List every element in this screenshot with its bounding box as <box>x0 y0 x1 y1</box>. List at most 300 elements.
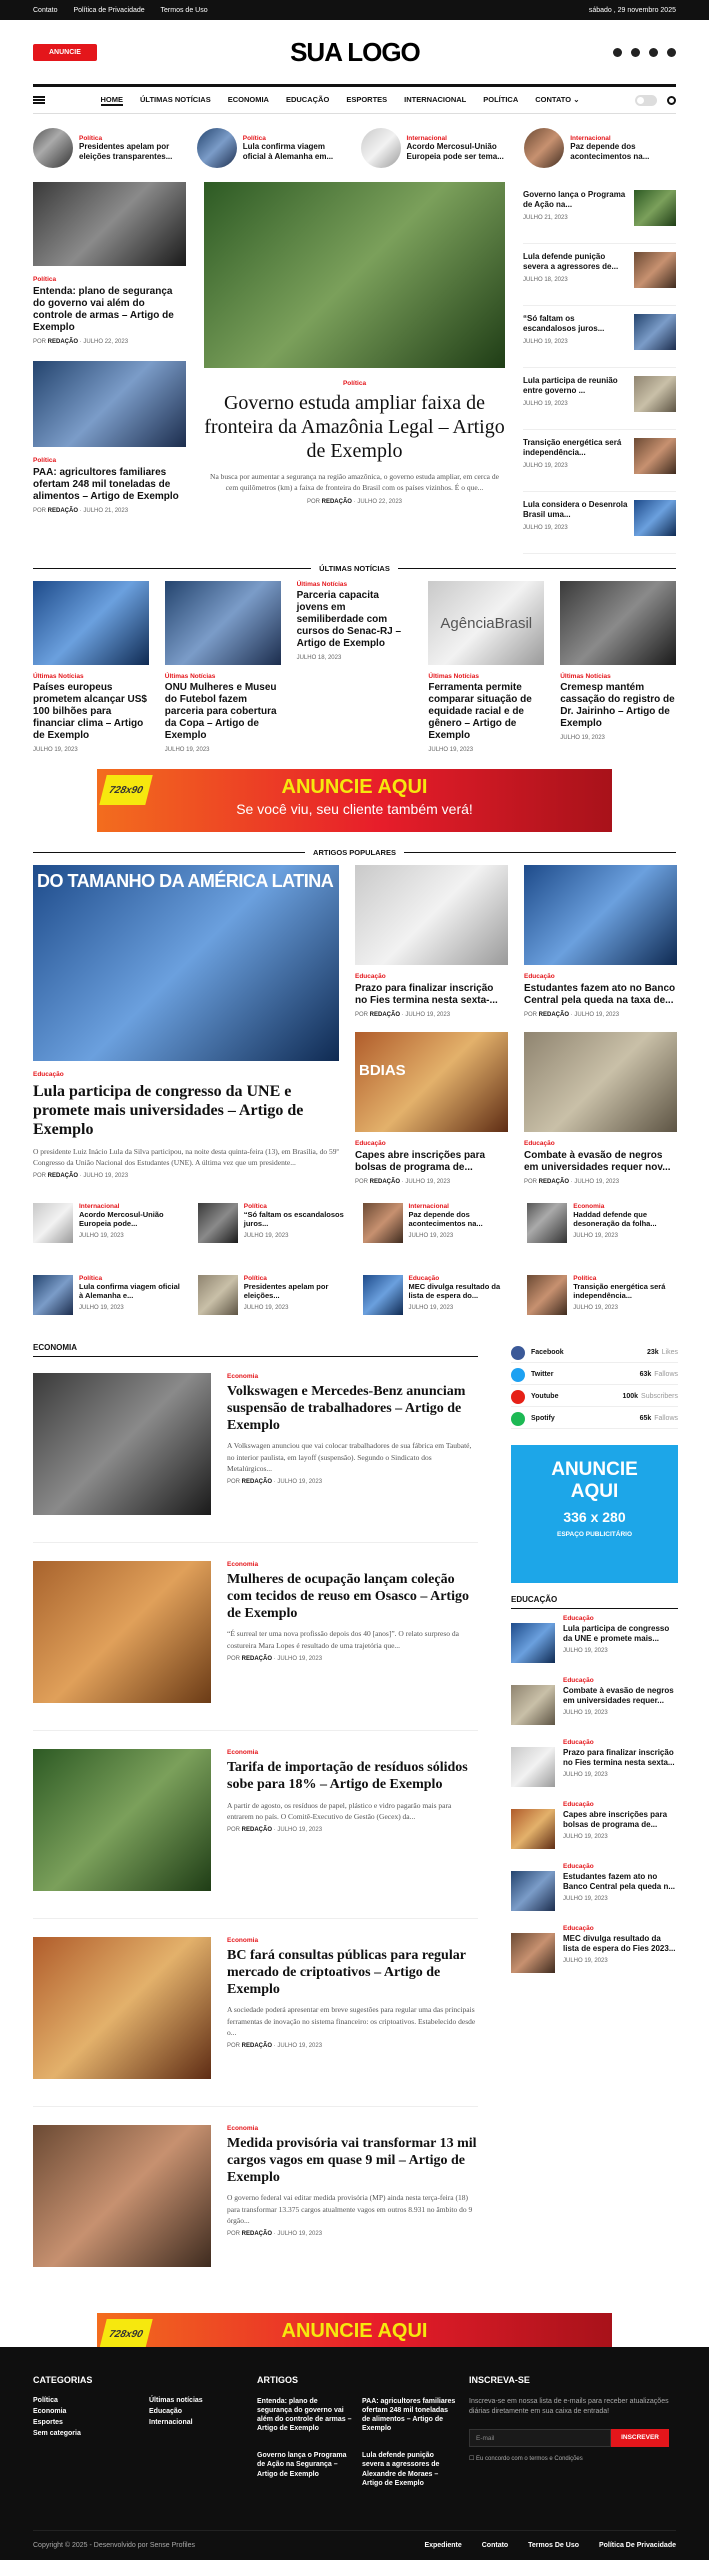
article-category[interactable]: Educação <box>355 1140 386 1147</box>
article-summary: “É surreal ter uma nova profissão depois dos 40 [anos]”. O relato surpreso da costureira Mara Lopes é resultado de uma trajetória que... <box>227 1629 460 1650</box>
article-author[interactable]: REDAÇÃO <box>47 508 79 514</box>
article-date: JULHO 19, 2023 <box>277 2043 323 2050</box>
article-category[interactable]: Educação <box>33 1071 64 1078</box>
ad-banner-728x90[interactable] <box>97 769 612 832</box>
email-field[interactable]: E-mail <box>469 2429 611 2447</box>
site-logo[interactable]: SUA LOGO <box>290 36 420 67</box>
popular-grid <box>0 865 709 1185</box>
list-item[interactable] <box>198 1275 347 1321</box>
list-item[interactable] <box>527 1203 676 1249</box>
footer-heading: CATEGORIAS <box>33 2375 93 2385</box>
list-item-title[interactable]: MEC divulga resultado da lista de espera do Fies 2023... <box>563 1934 676 1953</box>
list-item[interactable] <box>33 1275 182 1321</box>
list-item-title[interactable]: Governo lança o Programa de Ação na... <box>523 190 626 209</box>
article-category[interactable]: Política <box>33 276 57 283</box>
article-category[interactable]: Últimas Notícias <box>428 673 479 680</box>
social-counter-spotify[interactable] <box>511 1409 678 1429</box>
ad-box-336x280[interactable] <box>511 1445 678 1583</box>
list-item-thumb <box>363 1203 403 1243</box>
list-item[interactable] <box>523 430 676 492</box>
nav-economy[interactable]: ECONOMIA <box>227 94 269 104</box>
featured-image[interactable] <box>204 182 505 368</box>
topbar-link-terms[interactable]: Termos de Uso <box>160 6 208 14</box>
article-author[interactable]: REDAÇÃO <box>241 1827 273 1834</box>
footer-cat-link[interactable]: Política <box>33 2397 58 2404</box>
youtube-icon <box>511 1390 525 1404</box>
article-title[interactable]: Combate à evasão de negros em universidades requer nov... <box>524 1150 671 1173</box>
list-item-title[interactable]: Combate à evasão de negros em universidades requer... <box>563 1686 674 1705</box>
list-item[interactable] <box>511 1801 678 1857</box>
article-title[interactable]: Mulheres de ocupação lançam coleção com tecidos de reuso em Osasco – Artigo de Exemplo <box>227 1572 469 1621</box>
list-item-cat[interactable]: Educação <box>563 1739 594 1746</box>
popular-col <box>524 865 677 1185</box>
list-item-title[interactable]: MEC divulga resultado da lista de espera do... <box>408 1282 501 1300</box>
list-item-date: JULHO 19, 2023 <box>563 1710 608 1717</box>
list-item[interactable] <box>33 1203 182 1249</box>
article-title[interactable]: PAA: agricultores familiares ofertam 248 mil toneladas de alimentos – Artigo de Exemplo <box>33 467 179 502</box>
footer-cat-link[interactable]: Internacional <box>149 2419 193 2426</box>
list-item-cat[interactable]: Educação <box>563 1801 594 1808</box>
social-unit: Fallows <box>654 1415 678 1422</box>
article-category[interactable]: Economia <box>227 1373 259 1380</box>
article-category[interactable]: Economia <box>227 1561 259 1568</box>
top-bar <box>0 0 709 20</box>
list-item-cat[interactable]: Política <box>243 1275 267 1282</box>
divider <box>33 568 311 569</box>
list-item-cat[interactable]: Educação <box>563 1863 594 1870</box>
list-item-title[interactable]: Lula participa de reunião entre governo ... <box>523 376 618 395</box>
ticker-thumb <box>524 128 564 168</box>
latest-item[interactable] <box>428 581 544 753</box>
article-author[interactable]: REDAÇÃO <box>369 1179 401 1185</box>
article-image[interactable] <box>33 1749 211 1891</box>
article-title[interactable]: Tarifa de importação de resíduos sólidos sobe para 18% – Artigo de Exemplo <box>227 1760 468 1792</box>
article-category[interactable]: Últimas Notícias <box>560 673 611 680</box>
ad-line: ANUNCIE <box>551 1459 638 1480</box>
article-image[interactable] <box>524 865 677 965</box>
list-item-date: JULHO 19, 2023 <box>573 1305 618 1311</box>
list-item-date: JULHO 19, 2023 <box>79 1305 124 1311</box>
popular-main <box>33 865 339 1185</box>
dark-mode-toggle[interactable] <box>635 95 657 106</box>
list-item-title[interactable]: Lula participa de congresso da UNE e promete mais... <box>563 1624 670 1643</box>
article-category[interactable]: Educação <box>524 973 555 980</box>
ad-subline: Se você viu, seu cliente também verá! <box>236 801 473 817</box>
list-item-thumb <box>634 500 676 536</box>
list-item[interactable] <box>511 1677 678 1733</box>
sidebar-heading: EDUCAÇÃO <box>511 1595 678 1609</box>
chevron-down-icon: ⌄ <box>573 94 580 104</box>
list-item-title[interactable]: Presidentes apelam por eleições... <box>243 1282 329 1300</box>
list-item-cat[interactable]: Política <box>243 1203 267 1210</box>
nav-politics[interactable]: POLÍTICA <box>483 94 519 104</box>
latest-item[interactable] <box>165 581 281 753</box>
article-date: JULHO 18, 2023 <box>296 655 342 661</box>
article-title[interactable]: Ferramenta permite comparar situação de equidade racial e de gênero – Artigo de Exemplo <box>428 682 532 741</box>
article-image[interactable] <box>33 1937 211 2079</box>
consent-checkbox[interactable]: ☐ Eu concordo com o termos e Condições <box>469 2455 583 2462</box>
ticker-thumb <box>33 128 73 168</box>
list-item-cat[interactable]: Política <box>573 1275 597 1282</box>
list-item[interactable] <box>511 1863 678 1919</box>
article-meta: POR REDAÇÃO · JULHO 19, 2023 <box>524 1179 620 1185</box>
list-item-thumb <box>527 1203 567 1243</box>
article-date: JULHO 19, 2023 <box>83 1173 129 1180</box>
article-meta: POR REDAÇÃO · JULHO 19, 2023 <box>33 1173 129 1180</box>
main-nav <box>33 84 676 114</box>
article-date: JULHO 19, 2023 <box>428 747 474 753</box>
topbar-link-privacy[interactable]: Política de Privacidade <box>73 6 145 14</box>
list-item-title[interactable]: Paz depende dos acontecimentos na... <box>408 1210 483 1228</box>
list-item[interactable] <box>523 368 676 430</box>
article-title[interactable]: Entenda: plano de segurança do governo vai além do controle de armas – Artigo de Exemplo <box>33 286 174 333</box>
article-image[interactable] <box>355 865 508 965</box>
list-item-title[interactable]: Prazo para finalizar inscrição no Fies termina nesta sexta... <box>563 1748 675 1767</box>
article-category[interactable]: Educação <box>355 973 386 980</box>
featured-date: JULHO 22, 2023 <box>357 498 403 505</box>
article-meta: POR REDAÇÃO · JULHO 19, 2023 <box>227 1827 323 1834</box>
list-item[interactable] <box>527 1275 676 1321</box>
social-unit: Likes <box>661 1349 678 1356</box>
brand-row <box>0 20 709 84</box>
economy-article[interactable] <box>33 1749 478 1919</box>
article-category[interactable]: Economia <box>227 1937 259 1944</box>
list-item-date: JULHO 19, 2023 <box>523 525 568 531</box>
article-meta: POR REDAÇÃO · JULHO 19, 2023 <box>355 1012 451 1018</box>
image-text: BDIAS <box>359 1062 406 1079</box>
list-item[interactable] <box>198 1203 347 1249</box>
list-item-cat[interactable]: Política <box>79 1275 103 1282</box>
social-name: Youtube <box>531 1393 559 1400</box>
list-item[interactable] <box>523 182 676 244</box>
featured-author[interactable]: REDAÇÃO <box>321 498 352 505</box>
ticker-item[interactable] <box>33 128 185 168</box>
ad-line: AQUI <box>570 1480 619 1502</box>
list-item[interactable] <box>511 1615 678 1671</box>
list-item-title[interactable]: Transição energética será independência... <box>573 1282 666 1300</box>
footer-article-link[interactable]: PAA: agricultores familiares ofertam 248 mil toneladas de alimentos – Artigo de Exemplo <box>362 2398 456 2433</box>
footer-cat-link[interactable]: Esportes <box>33 2419 63 2426</box>
list-item-title[interactable]: Capes abre inscrições para bolsas de programa de... <box>563 1810 668 1829</box>
social-count: 23k <box>646 1349 659 1356</box>
search-icon[interactable] <box>667 96 676 105</box>
social-counter-youtube[interactable] <box>511 1387 678 1407</box>
economy-article[interactable] <box>33 2125 478 2295</box>
nav-home[interactable]: HOME <box>100 94 124 104</box>
article-date: JULHO 19, 2023 <box>277 1655 323 1662</box>
ticker-item[interactable] <box>524 128 676 168</box>
article-summary: A partir de agosto, os resíduos de papel, plástico e vidro pagarão mais para entrarem no país. O Comitê-Executivo de Gestão (Gecex) da... <box>227 1800 452 1821</box>
article-date: JULHO 19, 2023 <box>560 735 605 741</box>
nav-sports[interactable]: ESPORTES <box>346 94 388 104</box>
featured-category[interactable]: Política <box>342 380 367 387</box>
subscribe-button[interactable]: INSCREVER <box>611 2429 669 2447</box>
social-counter-facebook[interactable] <box>511 1343 678 1363</box>
article-date: JULHO 19, 2023 <box>574 1012 620 1018</box>
social-unit: Fallows <box>654 1371 678 1378</box>
article-image[interactable] <box>33 2125 211 2267</box>
article-title[interactable]: ONU Mulheres e Museu do Futebol fazem parceria para cobertura da Copa – Artigo de Exemplo <box>164 682 277 741</box>
ticker-cat: Internacional <box>406 134 447 142</box>
footer-link[interactable]: Termos De Uso <box>528 2542 579 2549</box>
article-date: JULHO 19, 2023 <box>277 1827 323 1834</box>
article-meta: POR REDAÇÃO · JULHO 19, 2023 <box>227 1655 323 1662</box>
divider <box>398 568 676 569</box>
list-item-cat[interactable]: Educação <box>563 1615 594 1622</box>
article-category[interactable]: Últimas Notícias <box>33 673 84 680</box>
social-name: Spotify <box>531 1415 555 1422</box>
section-title: ECONOMIA <box>33 1343 478 1357</box>
list-item-date: JULHO 18, 2023 <box>523 277 568 283</box>
latest-item[interactable] <box>33 581 149 753</box>
list-item-thumb <box>511 1809 555 1849</box>
social-name: Facebook <box>531 1349 564 1356</box>
ad-headline: ANUNCIE AQUI <box>281 2320 428 2342</box>
latest-item[interactable] <box>560 581 676 753</box>
latest-item[interactable] <box>297 581 413 753</box>
hero-left-column <box>33 182 186 554</box>
article-meta: POR REDAÇÃO · JULHO 21, 2023 <box>33 508 129 514</box>
article-date: JULHO 19, 2023 <box>277 2231 323 2238</box>
list-item-date: JULHO 19, 2023 <box>408 1233 454 1239</box>
nav-latest[interactable]: ÚLTIMAS NOTÍCIAS <box>140 94 211 104</box>
article-author[interactable]: REDAÇÃO <box>241 2231 273 2238</box>
section-title: ARTIGOS POPULARES <box>313 848 396 857</box>
article-meta: POR REDAÇÃO · JULHO 19, 2023 <box>227 2231 323 2238</box>
article-author[interactable]: REDAÇÃO <box>47 339 79 345</box>
list-item-date: JULHO 19, 2023 <box>408 1305 454 1311</box>
copyright: Copyright © 2025 - Desenvolvido por Sense Profiles <box>33 2542 195 2549</box>
article-author[interactable]: REDAÇÃO <box>47 1173 79 1180</box>
article-summary: A Volkswagen anunciou que vai colocar trabalhadores de sua fábrica em Taubaté, no interior paulista, em layoff (suspensão). Segundo o Sindicato dos Metalúrgicos... <box>227 1441 472 1473</box>
article-title[interactable]: Medida provisória vai transformar 13 mil cargos vagos em quase 9 mil – Artigo de Exemplo <box>227 2136 477 2185</box>
social-name: Twitter <box>531 1371 554 1378</box>
social-links <box>613 48 676 57</box>
ticker-thumb <box>197 128 237 168</box>
ad-headline: ANUNCIE AQUI <box>281 776 428 798</box>
list-item-title[interactable]: Transição energética será independência... <box>523 438 622 457</box>
article-title[interactable]: Prazo para finalizar inscrição no Fies termina nesta sexta-... <box>355 983 498 1006</box>
article-date: JULHO 21, 2023 <box>83 508 129 514</box>
list-item-title[interactable]: Estudantes fazem ato no Banco Central pela queda n... <box>563 1872 676 1891</box>
site-footer <box>0 2347 709 2560</box>
mini-list <box>0 1203 709 1331</box>
list-item-thumb <box>33 1203 73 1243</box>
nav-international[interactable]: INTERNACIONAL <box>404 94 467 104</box>
article-author[interactable]: REDAÇÃO <box>538 1179 570 1185</box>
article-image[interactable] <box>33 361 186 447</box>
footer-cat-link[interactable]: Economia <box>33 2408 67 2415</box>
article-summary: A sociedade poderá apresentar em breve sugestões para regular uma das principais ferramentas de inovação no sistema financeiro: os criptoativos. Estabelecido desde o... <box>227 2005 476 2037</box>
footer-cat-link[interactable]: Educação <box>149 2408 183 2415</box>
article-author[interactable]: REDAÇÃO <box>241 2043 273 2050</box>
list-item-title[interactable]: Lula confirma viagem oficial à Alemanha e... <box>79 1282 180 1300</box>
article-title[interactable]: Cremesp mantém cassação do registro de Dr. Jairinho – Artigo de Exemplo <box>560 682 675 729</box>
economy-article[interactable] <box>33 1937 478 2107</box>
list-item-date: JULHO 19, 2023 <box>573 1233 618 1239</box>
list-item-thumb <box>363 1275 403 1315</box>
list-item-title[interactable]: Lula considera o Desenrola Brasil uma... <box>523 500 628 519</box>
list-item-title[interactable]: “Só faltam os escandalosos juros... <box>523 314 605 333</box>
article-image[interactable] <box>165 581 281 665</box>
footer-article-link[interactable]: Lula defende punição severa a agressores de Alexandre de Moraes – Artigo de Exemplo <box>362 2452 440 2487</box>
list-item-cat[interactable]: Educação <box>563 1677 594 1684</box>
topbar-link-contact[interactable]: Contato <box>33 6 58 14</box>
article-title[interactable]: Estudantes fazem ato no Banco Central pela queda na taxa de... <box>524 983 676 1006</box>
featured-title[interactable]: Governo estuda ampliar faixa de fronteira da Amazônia Legal – Artigo de Exemplo <box>204 392 505 462</box>
ticker-title[interactable]: Presidentes apelam por eleições transparentes... <box>79 141 173 161</box>
agencia-brasil-logo-image[interactable]: AgênciaBrasil <box>428 581 544 665</box>
article-category[interactable]: Economia <box>227 2125 259 2132</box>
footer-article-link[interactable]: Entenda: plano de segurança do governo vai além do controle de armas – Artigo de Exemplo <box>257 2398 352 2433</box>
article-image[interactable] <box>33 581 149 665</box>
economy-article[interactable] <box>33 1373 478 1543</box>
list-item-title[interactable]: Acordo Mercosul-União Europeia pode... <box>79 1210 164 1228</box>
menu-icon[interactable] <box>33 96 45 104</box>
footer-article-link[interactable]: Governo lança o Programa de Ação na Segurança – Artigo de Exemplo <box>257 2452 347 2478</box>
list-item[interactable] <box>523 492 676 554</box>
list-item-date: JULHO 19, 2023 <box>563 1958 608 1965</box>
article-date: JULHO 19, 2023 <box>405 1012 451 1018</box>
article-author[interactable]: REDAÇÃO <box>241 1655 273 1662</box>
footer-categories <box>33 2375 245 2496</box>
article-image[interactable] <box>33 1561 211 1703</box>
list-item-date: JULHO 19, 2023 <box>563 1772 608 1779</box>
article-title[interactable]: Volkswagen e Mercedes-Benz anunciam suspensão de trabalhadores – Artigo de Exemplo <box>227 1384 466 1433</box>
list-item-thumb <box>511 1623 555 1663</box>
list-item-date: JULHO 21, 2023 <box>523 215 568 221</box>
hero-right-list <box>523 182 676 554</box>
list-item-thumb <box>511 1685 555 1725</box>
instagram-icon[interactable] <box>649 48 658 57</box>
article-date: JULHO 19, 2023 <box>405 1179 451 1185</box>
article-category[interactable]: Últimas Notícias <box>296 581 348 588</box>
nav-contact[interactable] <box>535 95 579 106</box>
list-item-date: JULHO 19, 2023 <box>523 401 568 407</box>
ad-caption: ESPAÇO PUBLICITÁRIO <box>557 1530 632 1538</box>
article-date: JULHO 19, 2023 <box>574 1179 620 1185</box>
footer-link[interactable]: Política De Privacidade <box>598 2542 676 2549</box>
list-item-thumb <box>634 190 676 226</box>
article-title[interactable]: Países europeus prometem alcançar US$ 100 bilhões para financiar clima – Artigo de Exemplo <box>33 682 147 741</box>
ticker-item[interactable] <box>361 128 513 168</box>
hero-section <box>0 182 709 554</box>
featured-meta: POR REDAÇÃO · JULHO 22, 2023 <box>306 498 403 505</box>
social-count: 63k <box>639 1371 652 1378</box>
ticker-title[interactable]: Paz depende dos acontecimentos na... <box>570 141 650 161</box>
list-item-thumb <box>198 1275 238 1315</box>
list-item-thumb <box>527 1275 567 1315</box>
economy-article[interactable] <box>33 1561 478 1731</box>
list-item[interactable] <box>511 1925 678 1981</box>
hero-main <box>204 182 505 554</box>
list-item-thumb <box>33 1275 73 1315</box>
article-date: JULHO 19, 2023 <box>33 747 78 753</box>
list-item-title[interactable]: “Só faltam os escandalosos juros... <box>243 1210 344 1228</box>
featured-image[interactable] <box>33 865 339 1061</box>
article-image[interactable] <box>33 182 186 266</box>
list-item-thumb <box>198 1203 238 1243</box>
article-category[interactable]: Economia <box>227 1749 259 1756</box>
ticker-title[interactable]: Acordo Mercosul-União Europeia pode ser tema... <box>406 141 504 161</box>
list-item-cat[interactable]: Internacional <box>408 1203 449 1210</box>
social-counter-twitter[interactable] <box>511 1365 678 1385</box>
article-title[interactable]: Parceria capacita jovens em semiliberdade com cursos do Senac-RJ – Artigo de Exemplo <box>296 590 402 649</box>
nav-contact-label: CONTATO <box>535 94 572 104</box>
list-item-date: JULHO 19, 2023 <box>563 1834 608 1841</box>
list-item-thumb <box>511 1871 555 1911</box>
list-item-date: JULHO 19, 2023 <box>243 1233 289 1239</box>
pinterest-icon[interactable] <box>667 48 676 57</box>
article-author[interactable]: REDAÇÃO <box>538 1012 570 1018</box>
ticker-item[interactable] <box>197 128 349 168</box>
article-image[interactable] <box>560 581 676 665</box>
footer-newsletter <box>469 2375 669 2496</box>
footer-link[interactable]: Contato <box>481 2542 509 2549</box>
footer-heading: ARTIGOS <box>257 2375 299 2385</box>
facebook-icon[interactable] <box>613 48 622 57</box>
list-item-date: JULHO 19, 2023 <box>523 463 568 469</box>
article-category[interactable]: Educação <box>524 1140 555 1147</box>
list-item-date: JULHO 19, 2023 <box>243 1305 289 1311</box>
popular-col <box>355 865 508 1185</box>
article-title[interactable]: BC fará consultas públicas para regular mercado de criptoativos – Artigo de Exemplo <box>227 1948 466 1997</box>
list-item-thumb <box>634 376 676 412</box>
social-unit: Subscribers <box>641 1393 678 1400</box>
list-item[interactable] <box>363 1275 512 1321</box>
article-author[interactable]: REDAÇÃO <box>241 1479 273 1486</box>
article-category[interactable]: Política <box>33 457 57 464</box>
featured-summary: Na busca por aumentar a segurança na região amazônica, o governo estuda ampliar, em cerca de cem quilômetros (km) a faixa de fronteira do Brasil com os países vizinhos. É o que... <box>210 472 499 493</box>
list-item-thumb <box>511 1933 555 1973</box>
list-item-title[interactable]: Lula defende punição severa a agressores de... <box>523 252 619 271</box>
footer-cat-link[interactable]: Sem categoria <box>33 2430 81 2437</box>
ticker-cat: Política <box>242 134 266 142</box>
list-item[interactable] <box>511 1739 678 1795</box>
list-item-thumb <box>634 314 676 350</box>
article-title[interactable]: Lula participa de congresso da UNE e promete mais universidades – Artigo de Exemplo <box>33 1083 304 1139</box>
list-item-cat[interactable]: Economia <box>573 1203 605 1210</box>
list-item-cat[interactable]: Internacional <box>79 1203 120 1210</box>
article-author[interactable]: REDAÇÃO <box>369 1012 401 1018</box>
footer-cat-link[interactable]: Últimas notícias <box>149 2397 203 2404</box>
ticker <box>0 122 709 174</box>
footer-link[interactable]: Expediente <box>424 2542 462 2549</box>
list-item[interactable] <box>523 244 676 306</box>
footer-articles <box>257 2375 457 2496</box>
list-item[interactable] <box>363 1203 512 1249</box>
list-item-thumb <box>634 438 676 474</box>
article-category[interactable]: Últimas Notícias <box>164 673 216 680</box>
article-image[interactable] <box>33 1373 211 1515</box>
list-item-title[interactable]: Haddad defende que desoneração da folha... <box>573 1210 657 1228</box>
list-item-cat[interactable]: Educação <box>408 1275 440 1282</box>
divider <box>33 852 305 853</box>
social-count: 65k <box>639 1415 652 1422</box>
article-meta: POR REDAÇÃO · JULHO 19, 2023 <box>227 1479 323 1486</box>
list-item-cat[interactable]: Educação <box>563 1925 594 1932</box>
ticker-title[interactable]: Lula confirma viagem oficial à Alemanha em... <box>242 141 334 161</box>
list-item[interactable] <box>523 306 676 368</box>
nav-education[interactable]: EDUCAÇÃO <box>285 94 330 104</box>
advertise-button[interactable]: ANUNCIE <box>33 44 97 61</box>
ad-size-tag: 728x90 <box>99 2319 152 2349</box>
ticker-thumb <box>361 128 401 168</box>
twitter-icon[interactable] <box>631 48 640 57</box>
article-image[interactable] <box>524 1032 677 1132</box>
article-title[interactable]: Capes abre inscrições para bolsas de programa de... <box>355 1150 486 1173</box>
article-image[interactable] <box>355 1032 508 1132</box>
